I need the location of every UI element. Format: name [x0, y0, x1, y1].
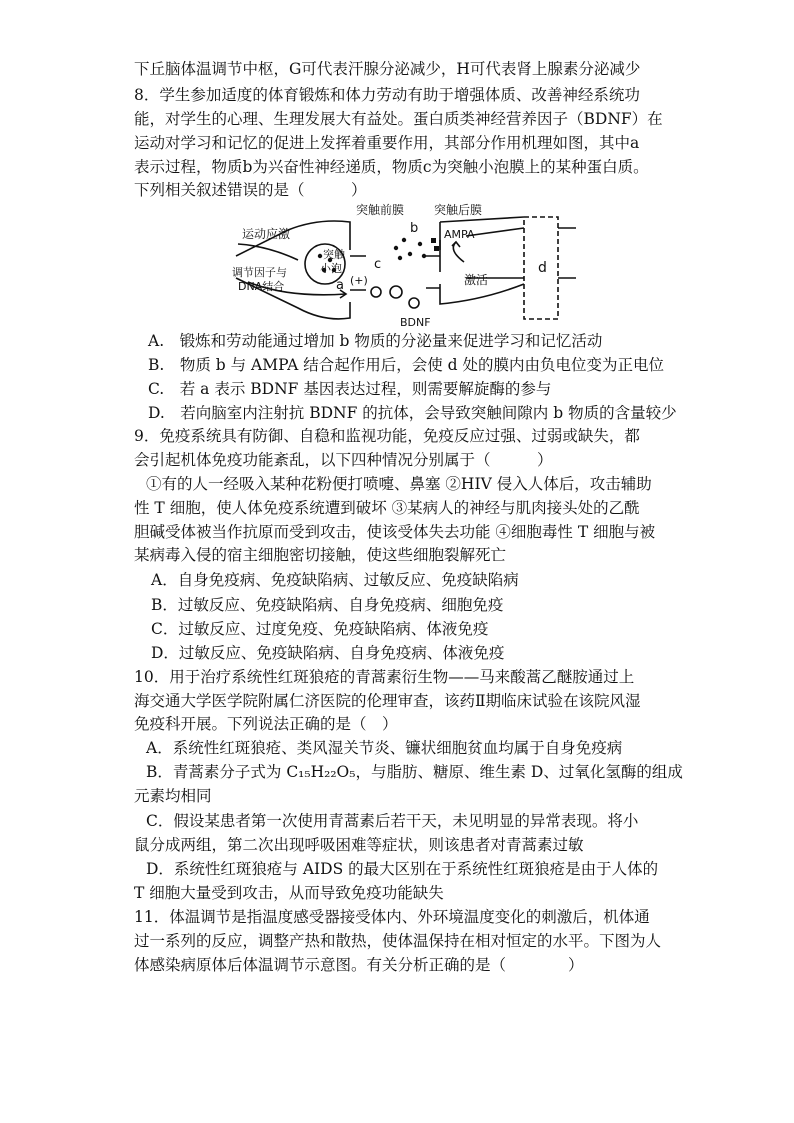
- q8-stem-line: 能，对学生的心理、生理发展大有益处。蛋白质类神经营养因子（BDNF）在: [134, 110, 663, 128]
- q10-option-d-cont: T 细胞大量受到攻击，从而导致免疫功能缺失: [134, 884, 444, 902]
- label-a: a: [336, 278, 344, 293]
- label-activate: 激活: [464, 273, 489, 287]
- q11-stem-line: 过一系列的反应，调整产热和散热，使体温保持在相对恒定的水平。下图为人: [134, 932, 662, 950]
- q10-option-c-cont: 鼠分成两组，第二次出现呼吸困难等症状，则该患者对青蒿素过敏: [134, 836, 584, 854]
- q9-stem-line: 9．免疫系统具有防御、自稳和监视功能，免疫反应过强、过弱或缺失，都: [134, 427, 640, 445]
- q7-tail-line: 下丘脑体温调节中枢，G可代表汗腺分泌减少，H可代表肾上腺素分泌减少: [134, 60, 641, 78]
- label-bdnf: BDNF: [400, 316, 431, 329]
- q9-option-a: A．自身免疫病、免疫缺陷病、过敏反应、免疫缺陷病: [151, 571, 519, 589]
- label-d: d: [538, 260, 547, 276]
- label-vesicle-1: 突触: [323, 248, 345, 261]
- label-plus: (+): [350, 274, 368, 287]
- q9-stem-line: 胆碱受体被当作抗原而受到攻击，使该受体失去功能 ④细胞毒性 T 细胞与被: [134, 523, 656, 541]
- label-factor-1: 调节因子与: [232, 266, 287, 279]
- q8-stem-line: 运动对学习和记忆的促进上发挥着重要作用，其部分作用机理如图，其中a: [134, 134, 640, 152]
- q9-stem-line: 会引起机体免疫功能紊乱，以下四种情况分别属于（ ）: [134, 451, 553, 469]
- q11-stem-line: 体感染病原体后体温调节示意图。有关分析正确的是（ ）: [134, 956, 584, 974]
- q8-option-b: B. 物质 b 与 AMPA 结合起作用后，会使 d 处的膜内由负电位变为正电位: [148, 356, 664, 374]
- q9-option-b: B．过敏反应、免疫缺陷病、自身免疫病、细胞免疫: [151, 596, 504, 614]
- label-exercise-stress: 运动应激: [242, 227, 291, 241]
- q10-option-c: C．假设某患者第一次使用青蒿素后若干天，未见明显的异常表现。将小: [146, 812, 639, 830]
- q8-option-a: A. 锻炼和劳动能通过增加 b 物质的分泌量来促进学习和记忆活动: [148, 332, 603, 350]
- label-ampa: AMPA: [444, 228, 475, 241]
- q8-option-d: D. 若向脑室内注射抗 BDNF 的抗体，会导致突触间隙内 b 物质的含量较少: [148, 404, 677, 422]
- q8-stem-line: 下列相关叙述错误的是（ ）: [134, 181, 367, 199]
- q9-stem-line: 性 T 细胞，使人体免疫系统遭到破坏 ③某病人的神经与肌肉接头处的乙酰: [134, 499, 640, 517]
- synapse-diagram: [228, 200, 578, 330]
- q8-stem-line: 表示过程，物质b为兴奋性神经递质，物质c为突触小泡膜上的某种蛋白质。: [134, 158, 649, 176]
- q10-option-d: D．系统性红斑狼疮与 AIDS 的最大区别在于系统性红斑狼疮是由于人体的: [146, 860, 659, 878]
- q8-stem-line: 8．学生参加适度的体育锻炼和体力劳动有助于增强体质、改善神经系统功: [134, 86, 640, 104]
- label-factor-2: DNA结合: [238, 280, 285, 293]
- q9-stem-line: ①有的人一经吸入某种花粉便打喷嚏、鼻塞 ②HIV 侵入人体后，攻击辅助: [146, 475, 652, 493]
- bdnf-receptor: [390, 286, 402, 298]
- label-b: b: [410, 221, 419, 236]
- label-postsynaptic: 突触后膜: [434, 203, 483, 217]
- q9-stem-line: 某病毒入侵的宿主细胞密切接触，使这些细胞裂解死亡: [134, 546, 507, 564]
- label-presynaptic: 突触前膜: [356, 203, 405, 217]
- q11-stem-line: 11．体温调节是指温度感受器接受体内、外环境温度变化的刺激后，机体通: [134, 908, 650, 926]
- q8-option-c: C. 若 a 表示 BDNF 基因表达过程，则需要解旋酶的参与: [148, 380, 552, 398]
- label-c: c: [374, 257, 382, 272]
- q10-option-b: B．青蒿素分子式为 C₁₅H₂₂O₅，与脂肪、糖原、维生素 D、过氧化氢酶的组成: [146, 763, 683, 781]
- label-vesicle-2: 小泡: [320, 262, 342, 275]
- q9-option-c: C．过敏反应、过度免疫、免疫缺陷病、体液免疫: [151, 620, 489, 638]
- q10-stem-line: 免疫科开展。下列说法正确的是（ ）: [134, 715, 398, 733]
- q10-stem-line: 10．用于治疗系统性红斑狼疮的青蒿素衍生物——马来酸蒿乙醚胺通过上: [134, 668, 635, 686]
- q9-option-d: D．过敏反应、免疫缺陷病、自身免疫病、体液免疫: [151, 644, 505, 662]
- bdnf-receptor: [409, 298, 419, 308]
- q10-option-b-cont: 元素均相同: [134, 787, 212, 805]
- q10-stem-line: 海交通大学医学院附属仁济医院的伦理审查，该药Ⅱ期临床试验在该院风湿: [134, 692, 641, 710]
- q10-option-a: A．系统性红斑狼疮、类风湿关节炎、镰状细胞贫血均属于自身免疫病: [146, 739, 623, 757]
